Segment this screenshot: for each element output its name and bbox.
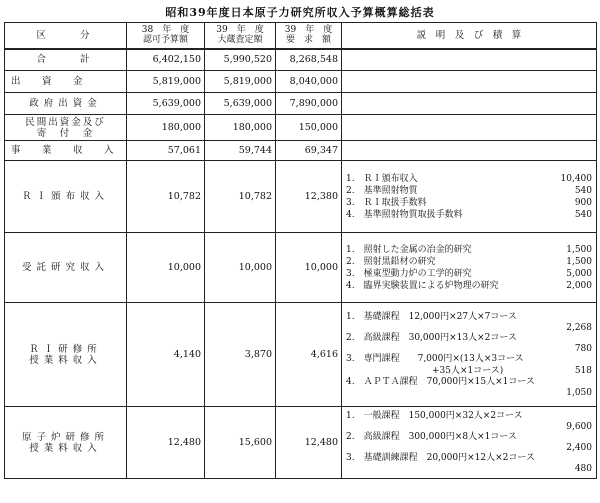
row-reactor-training-v1: 12,480 — [127, 407, 205, 479]
reactor-training-item-amount: 2,400 — [566, 443, 592, 453]
row-ri-training-v1: 4,140 — [127, 303, 205, 407]
row-contract-research-v2: 10,000 — [205, 233, 276, 303]
contract-research-item-amount: 1,500 — [566, 256, 592, 267]
ri-sales-item-text: 3. ＲＩ取扱手数料 — [346, 197, 427, 208]
header-col3-line1: 39 年 度 — [284, 25, 333, 36]
ri-training-item-amount: 780 — [574, 343, 592, 354]
row-reactor-training-v2: 15,600 — [205, 407, 276, 479]
row-ri-training-label-line1: ＲＩ研修所 — [29, 343, 102, 355]
header-description: 説 明 及 び 積 算 — [342, 23, 597, 49]
row-gov-investment-label: 政府出資金 — [5, 93, 127, 115]
row-ri-training-v3: 4,616 — [276, 303, 342, 407]
ri-training-item-text-cont: +35人×1コース) — [432, 365, 504, 376]
contract-research-item — [346, 268, 592, 280]
row-total-v2: 5,990,520 — [205, 49, 276, 71]
reactor-training-item-amount: 480 — [574, 464, 592, 474]
row-private-investment-v2: 180,000 — [205, 115, 276, 141]
contract-research-item-amount: 5,000 — [566, 268, 592, 279]
row-ri-sales-v3: 12,380 — [276, 161, 342, 233]
ri-training-item-cont — [346, 365, 592, 377]
ri-training-item-amount: 2,268 — [566, 322, 592, 333]
row-private-investment-label-line2: 寄 付 金 — [36, 127, 95, 139]
header-col1-line2: 認可予算額 — [142, 35, 188, 46]
row-ri-sales-desc — [342, 161, 597, 233]
header-col3-line2: 要 求 額 — [285, 35, 331, 46]
header-col1-line1: 38 年 度 — [141, 25, 190, 36]
row-ri-training-label — [5, 303, 127, 407]
ri-training-item-text: 1. 基礎課程 12,000円×27人×7コース — [346, 311, 517, 322]
row-ri-training-label-line2: 授業料収入 — [29, 354, 102, 366]
header-col2 — [205, 23, 276, 49]
row-reactor-training-label-line2: 授業料収入 — [29, 442, 102, 454]
ri-sales-item-text: 4. 基準照射物質取扱手数料 — [346, 209, 463, 220]
row-investment-label: 出 資 金 — [5, 71, 127, 93]
reactor-training-item-amount: 9,600 — [566, 422, 592, 432]
ri-sales-item-amount: 540 — [574, 185, 592, 196]
contract-research-item-text: 1. 照射した金属の冶金的研究 — [346, 244, 472, 255]
row-reactor-training-v3: 12,480 — [276, 407, 342, 479]
row-business-income-v1: 57,061 — [127, 141, 205, 161]
row-ri-training — [5, 303, 597, 407]
row-contract-research-v1: 10,000 — [127, 233, 205, 303]
ri-sales-item-amount: 900 — [574, 197, 592, 208]
row-private-investment-label — [5, 115, 127, 141]
document-title: 昭和39年度日本原子力研究所収入予算概算総括表 — [165, 6, 435, 19]
row-gov-investment-v3: 7,890,000 — [276, 93, 342, 115]
row-reactor-training — [5, 407, 597, 479]
row-contract-research — [5, 233, 597, 303]
contract-research-item-text: 2. 照射黒鉛材の研究 — [346, 256, 436, 267]
contract-research-item-text: 4. 臨界実験装置による炉物理の研究 — [346, 280, 499, 291]
row-gov-investment-desc — [342, 93, 597, 115]
row-total-label: 合 計 — [5, 49, 127, 71]
reactor-training-item-text: 2. 高級課程 300,000円×8人×1コース — [346, 432, 517, 442]
row-contract-research-v3: 10,000 — [276, 233, 342, 303]
row-business-income-desc — [342, 141, 597, 161]
row-total-v3: 8,268,548 — [276, 49, 342, 71]
row-investment-desc — [342, 71, 597, 93]
row-ri-sales — [5, 161, 597, 233]
contract-research-item-amount: 2,000 — [566, 280, 592, 291]
row-reactor-training-label — [5, 407, 127, 479]
ri-sales-item — [346, 185, 592, 197]
row-private-investment-label-line1: 民間出資金及び — [25, 116, 106, 128]
ri-training-item-text: 2. 高級課程 30,000円×13人×2コース — [346, 332, 517, 343]
row-investment-v3: 8,040,000 — [276, 71, 342, 93]
row-private-investment — [5, 115, 597, 141]
row-business-income-v3: 69,347 — [276, 141, 342, 161]
header-row — [5, 23, 597, 49]
row-business-income — [5, 141, 597, 161]
row-investment-v2: 5,819,000 — [205, 71, 276, 93]
header-category: 区 分 — [5, 23, 127, 49]
header-col2-line2: 大蔵査定額 — [217, 35, 263, 46]
row-contract-research-desc — [342, 233, 597, 303]
row-ri-sales-v2: 10,782 — [205, 161, 276, 233]
ri-training-item-amount: 518 — [574, 365, 592, 376]
ri-sales-item — [346, 197, 592, 209]
row-investment-v1: 5,819,000 — [127, 71, 205, 93]
row-gov-investment-v2: 5,639,000 — [205, 93, 276, 115]
row-ri-training-v2: 3,870 — [205, 303, 276, 407]
header-col3 — [276, 23, 342, 49]
row-contract-research-label: 受託研究収入 — [5, 233, 127, 303]
reactor-training-item-text: 3. 基礎訓練課程 20,000円×12人×2コース — [346, 453, 535, 463]
row-ri-sales-v1: 10,782 — [127, 161, 205, 233]
contract-research-item — [346, 256, 592, 268]
row-business-income-v2: 59,744 — [205, 141, 276, 161]
row-private-investment-v3: 150,000 — [276, 115, 342, 141]
ri-sales-item-text: 2. 基準照射物質 — [346, 185, 418, 196]
row-reactor-training-label-line1: 原子炉研修所 — [21, 431, 109, 443]
row-total-v1: 6,402,150 — [127, 49, 205, 71]
header-col2-line1: 39 年 度 — [216, 25, 264, 36]
ri-sales-item — [346, 173, 592, 185]
contract-research-item — [346, 280, 592, 292]
ri-sales-item — [346, 209, 592, 221]
ri-training-item-amount: 1,050 — [566, 387, 592, 398]
ri-training-item-text: 4. ＡＰＴＡ課程 70,000円×15人×1コース — [346, 376, 535, 387]
row-total-desc — [342, 49, 597, 71]
row-ri-training-desc — [342, 303, 597, 407]
reactor-training-item-text: 1. 一般課程 150,000円×32人×2コース — [346, 411, 523, 421]
budget-table — [4, 22, 597, 479]
header-col1 — [127, 23, 205, 49]
row-reactor-training-desc — [342, 407, 597, 479]
ri-sales-item-amount: 10,400 — [560, 173, 592, 184]
contract-research-item-amount: 1,500 — [566, 244, 592, 255]
ri-training-item-text: 3. 専門課程 7,000円×(13人×3コース — [346, 353, 524, 364]
row-ri-sales-label: ＲＩ頒布収入 — [5, 161, 127, 233]
row-gov-investment-v1: 5,639,000 — [127, 93, 205, 115]
contract-research-item-text: 3. 極東型動力炉の工学的研究 — [346, 268, 472, 279]
ri-sales-item-amount: 540 — [574, 209, 592, 220]
contract-research-item — [346, 244, 592, 256]
row-investment — [5, 71, 597, 93]
ri-sales-item-text: 1. ＲＩ頒布収入 — [346, 173, 418, 184]
row-private-investment-desc — [342, 115, 597, 141]
row-total — [5, 49, 597, 71]
row-private-investment-v1: 180,000 — [127, 115, 205, 141]
row-gov-investment — [5, 93, 597, 115]
row-business-income-label: 事 業 収 入 — [5, 141, 127, 161]
